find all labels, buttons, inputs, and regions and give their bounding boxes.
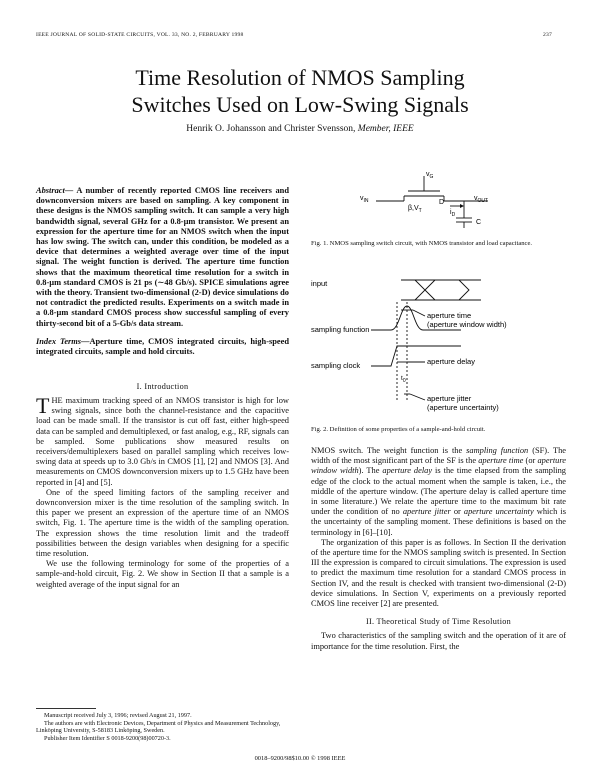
author-names: Henrik O. Johansson and Christer Svensson, xyxy=(186,124,356,134)
text-run: or xyxy=(450,507,464,517)
abstract xyxy=(36,186,289,329)
fig2-caption: Fig. 2. Definition of some properties of a sample-and-hold circuit. xyxy=(311,426,486,433)
text-run: ). The xyxy=(358,466,383,476)
terminology-paragraph xyxy=(311,446,566,538)
intro-paragraph-2: One of the speed limiting factors of the sampling receiver and downconversion mixer is the time resolution of the sampling switch. In this paper we present an expression of the aperture time of an NMOS switch, Fig. 1. The aperture time is the width of the sampling operation. The expression shows the time resolution limit and the tradeoff possibilities between the design variables when designing for a specific time resolution. xyxy=(36,487,289,559)
footnote-line-2: The authors are with Electronic Devices, Department of Physics and Measurement Technology, Linköping University, S-58183 Linköping, Sweden. xyxy=(36,719,281,735)
fig1-caption: Fig. 1. NMOS sampling switch circuit, with NMOS transistor and load capacitance. xyxy=(311,240,533,247)
current-arrowhead xyxy=(460,204,464,208)
right-column-body xyxy=(311,446,566,652)
footnote-line-1: Manuscript received July 3, 1996; revised August 21, 1997. xyxy=(44,712,192,719)
aperture-time-label: aperture time xyxy=(427,311,472,320)
copyright-footer: 0018–9200/98$10.00 © 1998 IEEE xyxy=(254,755,346,762)
vin-label: $v_{IN}$ xyxy=(360,195,369,204)
author-line xyxy=(40,124,560,134)
text-run: which is the uncertainty of the sampling moment. These definitions is based on the terminology in [6]–[10]. xyxy=(311,507,566,537)
intro-paragraph-1-text: HE maximum tracking speed of an NMOS transistor is high for low swing signals, since both the channel-resistance and the capacitive load can be made small. If the transistor is cut off fast, either high-speed data can be sampled and demultiplexed, or fast analog, e.g., RF, signals can be sampled. Some publications show measured results on receivers/demultiplexers based on parallel sampling which receives low-swing data at speeds up to 3.0 Gb/s in CMOS [1], [2] and NMOS [3]. And measurements on CMOS downconversion mixers up to 1.5 GHz have been reported in [4] and [5]. xyxy=(36,396,289,487)
term-aperture-uncertainty: aperture uncertainty xyxy=(463,507,534,517)
index-terms-label: Index Terms— xyxy=(36,337,90,346)
index-terms-text: Aperture time, CMOS integrated circuits, high-speed integrated circuits, sample and hold circuits. xyxy=(36,337,289,357)
aperture-jitter-leader xyxy=(410,394,425,400)
sampling-clock-label: sampling clock xyxy=(311,361,361,370)
text-run: (or xyxy=(523,456,538,466)
input-label: input xyxy=(311,279,328,288)
text-run: is the time elapsed from the sampling edge of the clock to the actual moment when the sample is taken, i.e., the middle of the aperture window. (The aperture delay is called aperture time in some literature.) We relate the aperture time to the maximum bit rate under the condition of no xyxy=(311,466,566,517)
input-crossing-left xyxy=(425,280,435,300)
vg-label: $v_G$ xyxy=(426,171,434,180)
title-line-2: Switches Used on Low-Swing Signals xyxy=(131,92,469,117)
drop-cap: T xyxy=(36,393,50,418)
term-aperture-time: aperture time xyxy=(478,456,524,466)
running-header: IEEE JOURNAL OF SOLID-STATE CIRCUITS, VOL. 33, NO. 2, FEBRUARY 1998 xyxy=(36,32,244,38)
sampling-function-label: sampling function xyxy=(311,325,370,334)
text-run: NMOS switch. The weight function is the xyxy=(311,446,467,455)
author-membership: Member, IEEE xyxy=(357,124,414,134)
term-sampling-function: sampling function xyxy=(466,446,529,455)
abstract-label: Abstract— xyxy=(36,186,74,195)
t0-label: $t_0$ xyxy=(401,375,406,384)
title-line-1: Time Resolution of NMOS Sampling xyxy=(135,65,465,90)
text-run: (SF). The width of the most significant part of the SF is the xyxy=(311,446,566,466)
organization-paragraph: The organization of this paper is as follows. In Section II the derivation of the aperture time for the NMOS sampling switch is presented. In Section III the expression is compared to circuit simulations. The expression is used to predict the maximum time resolution for a standard CMOS process in Section IV, and the result is checked with transient two-dimensional (2-D) device simulations. In Section V, experiments on a previously reported CMOS line receiver [2] are presented. xyxy=(311,537,566,609)
aperture-jitter-sublabel: (aperture uncertainty) xyxy=(427,403,499,412)
section-1-body xyxy=(36,393,289,590)
footnote xyxy=(36,712,289,742)
aperture-delay-label: aperture delay xyxy=(427,357,475,366)
intro-paragraph-1 xyxy=(36,393,289,488)
aperture-jitter-label: aperture jitter xyxy=(427,394,472,403)
id-label: $i_D$ xyxy=(450,209,456,218)
paper-title xyxy=(40,64,560,118)
input-eye-middle xyxy=(415,280,469,300)
drain-label: D xyxy=(439,199,445,206)
term-aperture-jitter: aperture jitter xyxy=(402,507,451,517)
section-2-heading: II. Theoretical Study of Time Resolution xyxy=(365,617,512,627)
term-aperture-delay: aperture delay xyxy=(382,466,433,476)
footnote-line-3: Publisher Item Identifier S 0018-9200(98)00720-3. xyxy=(44,734,171,742)
beta-vt-label: $\beta,V_T$ xyxy=(408,205,422,214)
fig1-circuit xyxy=(360,168,500,232)
input-eye-left xyxy=(401,280,425,300)
page-number: 237 xyxy=(543,32,552,38)
capacitor-label: C xyxy=(476,219,482,226)
intro-paragraph-3: We use the following terminology for some of the properties of a sample-and-hold circuit, Fig. 2. We show in Section II that a sample is a weighted average of the input signal for an xyxy=(36,559,289,589)
section-1-heading: I. Introduction xyxy=(136,382,189,391)
section-2-paragraph: Two characteristics of the sampling switch and the operation of it are of importance for the time resolution. First, the xyxy=(311,631,566,651)
footnote-rule xyxy=(36,708,96,709)
index-terms xyxy=(36,337,289,357)
aperture-time-sublabel: (aperture window width) xyxy=(427,320,507,329)
vout-label: $v_{OUT}$ xyxy=(474,195,489,204)
abstract-text: A number of recently reported CMOS line receivers and downconversion mixers are based on sampling. A key component in these designs is the NMOS sampling switch. It can sample a very high bandwidth signal, several GHz for a 0.8-µm transistor. We present an expression for the aperture time for an NMOS switch when the input has low swing. The switch can, under this condition, be modeled as a device that determines a weighted average over time of the input signal. The weight function is derived. The aperture time function shows that the maximum theoretical time resolution for a switch in 0.8-µm standard CMOS is 21 ps (∼48 Gb/s). SPICE simulations agree with the theory. Transient two-dimensional (2-D) device simulations do not contradict the predicted results. Experiments on a switch made in a 0.8-µm standard CMOS process show successful sampling of every thirty-second bit of a 5-Gb/s data stream. xyxy=(36,186,289,328)
aperture-time-leader xyxy=(413,310,425,316)
fig2-timing-diagram xyxy=(311,250,566,415)
term-aperture-window-width: aperture window width xyxy=(311,456,567,476)
